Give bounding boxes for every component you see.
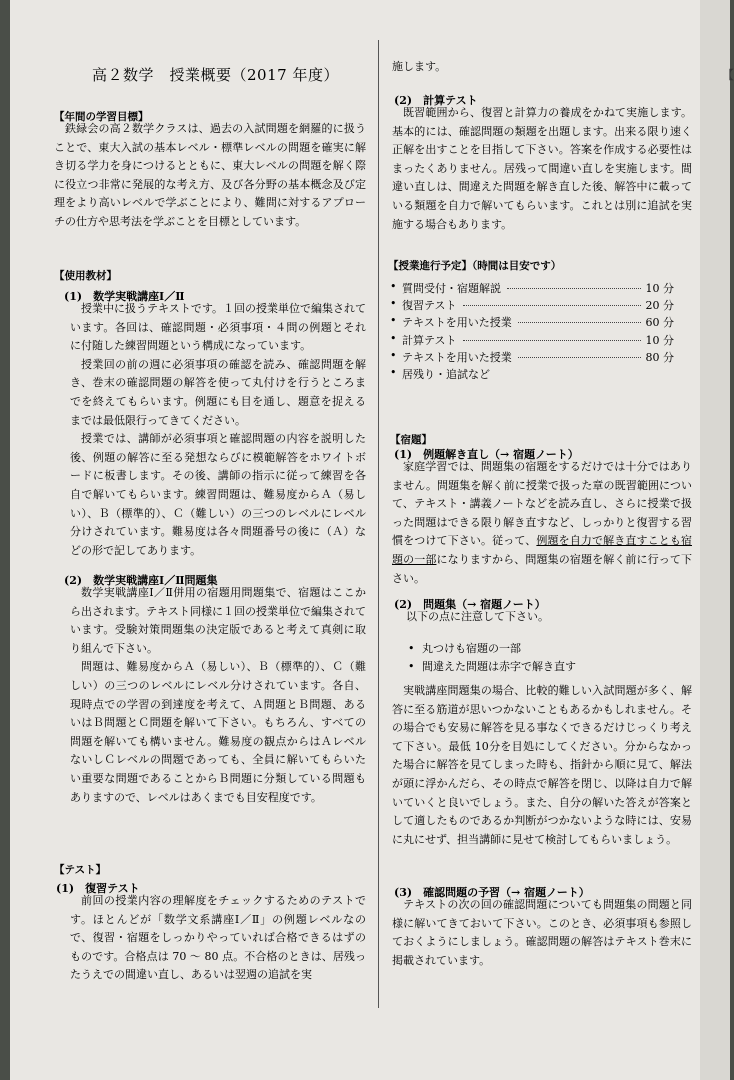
schedule-item-label: 復習テスト [402, 299, 457, 313]
goals-body: 鉄緑会の高２数学クラスは、過去の入試問題を網羅的に扱うことで、東大入試の基本レベル・標準レベルの問題を確実に解き切る学力を身につけるとともに、東大レベルの問題を解く際に役立つ非常に発展的な考え方、及び各分野の基本概念及び定理をより高いレベルで学ぶことにより、難問に対するアプローチの仕方や思考法を学ぶことを目標としています。 [54, 122, 366, 228]
leader-dots [507, 288, 641, 289]
bullet-dot: • [390, 348, 397, 362]
material-1-body: 授業中に扱うテキストです。１回の授業単位で編集されています。各回は、確認問題・必須事項・４問の例題とそれに付随した練習問題という構成になっています。 授業回の前の週に必須事項の確認を読み、確認問題を解き、巻末の確認問題の解答を使って丸付けを行うところまでを終えてもらいます。例題にも目を通し、題意を捉えるまでは最低限行ってきてください。 授業では、講師が必須事項と確認問題の内容を説明した後、例題の解答に至る発想ならびに模範解答をホワイトボードに板書します。その後、講師の指示に従って練習を各自で解いてもらいます。練習問題は、難易度からＡ（易しい）、Ｂ（標準的）、Ｃ（難しい）の三つのレベルにレベル分けされています。難易度は各々問題番号の後に（Ａ）などの形で記してあります。 [70, 302, 366, 557]
homework-3-body: テキストの次の回の確認問題についても問題集の問題と同様に解いてきておいて下さい。このとき、必須事項も参照しておくようにしましょう。確認問題の解答はテキスト巻末に掲載されています。 [392, 898, 692, 967]
schedule-item-time: 10 分 [645, 282, 674, 295]
homework-1-title: (1) 例題解き直し（→ 宿題ノート） [394, 448, 579, 461]
homework-heading: 【宿題】 [390, 434, 432, 446]
bullet-dot: • [390, 314, 397, 328]
homework-2-title: (2) 問題集（→ 宿題ノート） [394, 598, 546, 611]
homework-2-intro: 以下の点に注意して下さい。 [406, 610, 549, 623]
schedule-item-label: 居残り・追試など [402, 368, 490, 381]
leader-dots [463, 340, 641, 341]
homework-1-body: 家庭学習では、問題集の宿題をするだけでは十分ではありません。問題集を解く前に授業で扱った章の既習範囲について、テキスト・講義ノートなどを読み直し、さらに授業で扱った問題はできる限り解き直すなど、しっかりと復習する習慣をつけて下さい。従って、例題を自力で解き直すことも宿題の一部になりますから、問題集の宿題を解く前に行って下さい。 [392, 460, 693, 585]
material-2-body: 数学実戦講座Ⅰ／Ⅱ併用の宿題用問題集で、宿題はここから出されます。テキスト同様に１回の授業単位で編集されています。受験対策問題集の決定版であると考えて真剣に取り組んで下さい。 問題は、難易度からＡ（易しい）、Ｂ（標準的）、Ｃ（難しい）の三つのレベルにレベル分けされています。各自、現時点での学習の到達度を考えて、Ａ問題とＢ問題、あるいはＢ問題とＣ問題を解いて下さい。もちろん、すべての問題を解いても構いません。難易度の観点からはＡレベルないしＣレベルの問題であっても、全員に解いてもらいたい重要な問題であることからＢ問題に分類している問題もありますので、レベルはあくまでも目安程度です。 [70, 586, 366, 804]
schedule-item-label: 質問受付・宿題解説 [402, 282, 501, 295]
test-heading: 【テスト】 [54, 864, 107, 876]
next-page-glyph: 【 [722, 68, 734, 82]
leader-dots [518, 322, 641, 323]
schedule-item [390, 297, 690, 313]
document-page [10, 0, 700, 1080]
homework-2-body: 実戦講座問題集の場合、比較的難しい入試問題が多く、解答に至る筋道が思いつかないこともあるかもしれません。その場合でも安易に解答を見る事なくできるだけじっくり考えて下さい。最低 10分を目処にしてください。分からなかった場合に解答を見てしまった時も、指針から順に見て、解法が頭に浮かんだら、その時点で解答を閉じ、以降は自力で解いていくと良いでしょう。また、自分の解いた答えが答案として適したものであるか判断がつかないような時には、安易に丸にせず、担当講師に見せて検討してもらいましょう。 [392, 684, 692, 846]
test-1-continued: 施します。 [392, 60, 447, 73]
schedule-item-label: 計算テスト [402, 333, 457, 347]
schedule-item [390, 366, 690, 382]
test-1-body: 前回の授業内容の理解度をチェックするためのテストです。ほとんどが「数学文系講座Ⅰ／Ⅱ」の例題レベルなので、復習・宿題をしっかりやっていれば合格できるはずのものです。合格点は 70 ～ 80 点。不合格のときは、居残ったうえでの間違い直し、あるいは翌週の追試を実 [70, 894, 366, 982]
schedule-item [390, 280, 690, 296]
schedule-item-time: 20 分 [645, 299, 674, 313]
materials-heading: 【使用教材】 [54, 270, 117, 282]
homework-bullet: • 間違えた問題は赤字で解き直す [408, 660, 576, 673]
leader-dots [518, 357, 641, 358]
material-2-title: (2) 数学実戦講座Ⅰ／Ⅱ問題集 [64, 574, 218, 587]
schedule-item-label: テキストを用いた授業 [402, 316, 512, 330]
test-2-body: 既習範囲から、復習と計算力の養成をかねて実施します。基本的には、確認問題の類題を出題します。出来る限り速く正解を出すことを目指して下さい。答案を作成する必要性はまったくありません。居残って間違い直しを実施します。間違い直しは、間違えた問題を解き直した後、解答中に載っている類題を自力で解いてもらいます。これとは別に追試を実施する場合もあります。 [392, 106, 692, 231]
test-1-title: (1) 復習テスト [56, 882, 140, 895]
homework-3-title: (3) 確認問題の予習（→ 宿題ノート） [394, 886, 590, 899]
schedule-item-label: テキストを用いた授業 [402, 350, 512, 364]
schedule-item-time: 80 分 [645, 350, 674, 364]
homework-bullet: • 丸つけも宿題の一部 [408, 642, 521, 655]
schedule-item [390, 314, 690, 330]
page-title: 高２数学 授業概要（2017 年度） [92, 66, 339, 84]
bullet-dot: • [390, 331, 397, 345]
leader-dots [463, 305, 641, 306]
next-page-edge [700, 0, 730, 1080]
schedule-heading: 【授業進行予定】（時間は目安です） [388, 260, 562, 272]
bullet-dot: • [390, 280, 397, 293]
bullet-dot: • [390, 366, 397, 379]
schedule-item [390, 332, 690, 348]
schedule-item [390, 349, 690, 365]
schedule-item-time: 60 分 [645, 316, 674, 330]
material-1-title: (1) 数学実戦講座Ⅰ／Ⅱ [64, 290, 185, 303]
bullet-dot: • [390, 297, 397, 311]
homework-1-emphasis: 例題を自力で解き直すことも宿題の一部 [392, 534, 692, 566]
schedule-item-time: 10 分 [645, 333, 674, 347]
goals-heading: 【年間の学習目標】 [54, 111, 149, 123]
column-divider [378, 40, 379, 1008]
test-2-title: (2) 計算テスト [394, 94, 478, 107]
